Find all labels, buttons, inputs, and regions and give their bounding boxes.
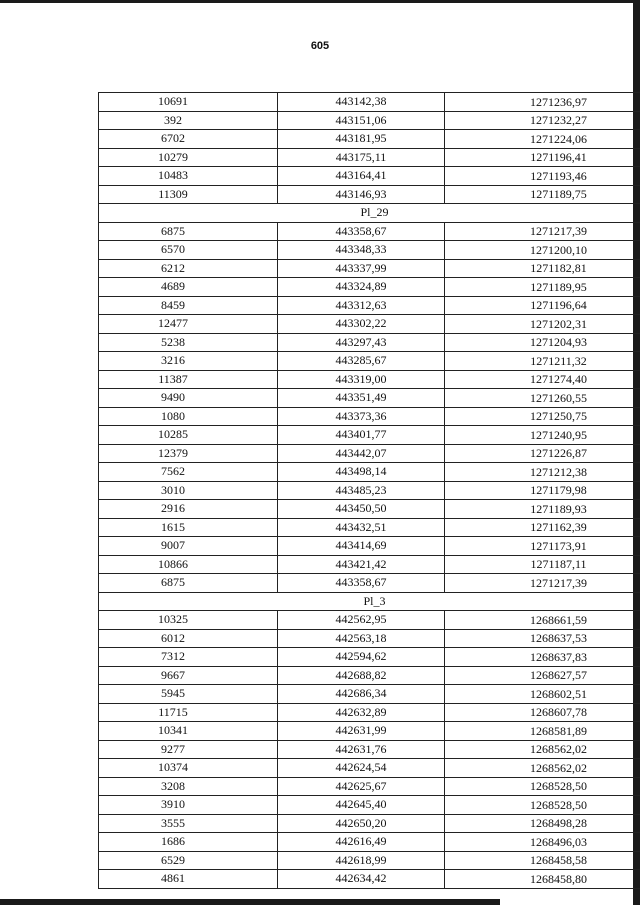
y-coordinate-cell: 1271196,41 (445, 148, 640, 167)
table-row (99, 814, 640, 833)
x-coordinate-cell: 443146,93 (278, 185, 445, 204)
x-coordinate-cell: 443319,00 (278, 370, 445, 389)
y-coordinate-cell: 1268458,80 (445, 870, 640, 889)
x-coordinate-cell: 443285,67 (278, 352, 445, 371)
x-coordinate-cell: 442631,99 (278, 722, 445, 741)
y-coordinate-cell: 1268496,03 (445, 833, 640, 852)
x-coordinate-cell: 442618,99 (278, 851, 445, 870)
point-number-cell: 10285 (99, 426, 278, 445)
x-coordinate-cell: 443450,50 (278, 500, 445, 519)
table-row (99, 222, 640, 241)
y-coordinate-cell: 1268498,28 (445, 814, 640, 833)
x-coordinate-cell: 443151,06 (278, 111, 445, 130)
x-coordinate-cell: 442632,89 (278, 703, 445, 722)
table-row (99, 130, 640, 149)
table-row (99, 444, 640, 463)
coordinates-table-body (99, 93, 640, 889)
table-row (99, 93, 640, 112)
y-coordinate-cell: 1271193,46 (445, 167, 640, 186)
table-row (99, 481, 640, 500)
y-coordinate-cell: 1268637,83 (445, 648, 640, 667)
y-coordinate-cell: 1271240,95 (445, 426, 640, 445)
coordinates-table (98, 92, 640, 889)
x-coordinate-cell: 443358,67 (278, 222, 445, 241)
y-coordinate-cell: 1271202,31 (445, 315, 640, 334)
section-header-row (99, 204, 640, 223)
table-row (99, 740, 640, 759)
x-coordinate-cell: 443337,99 (278, 259, 445, 278)
y-coordinate-cell: 1268637,53 (445, 629, 640, 648)
point-number-cell: 1686 (99, 833, 278, 852)
point-number-cell: 8459 (99, 296, 278, 315)
point-number-cell: 3010 (99, 481, 278, 500)
x-coordinate-cell: 443442,07 (278, 444, 445, 463)
point-number-cell: 12379 (99, 444, 278, 463)
point-number-cell: 6875 (99, 222, 278, 241)
x-coordinate-cell: 443181,95 (278, 130, 445, 149)
point-number-cell: 3216 (99, 352, 278, 371)
table-row (99, 870, 640, 889)
point-number-cell: 6702 (99, 130, 278, 149)
table-row (99, 648, 640, 667)
table-row (99, 629, 640, 648)
x-coordinate-cell: 443373,36 (278, 407, 445, 426)
y-coordinate-cell: 1268581,89 (445, 722, 640, 741)
y-coordinate-cell: 1271236,97 (445, 93, 640, 112)
x-coordinate-cell: 443421,42 (278, 555, 445, 574)
y-coordinate-cell: 1271187,11 (445, 555, 640, 574)
x-coordinate-cell: 443302,22 (278, 315, 445, 334)
point-number-cell: 3910 (99, 796, 278, 815)
table-row (99, 537, 640, 556)
x-coordinate-cell: 442686,34 (278, 685, 445, 704)
table-row (99, 296, 640, 315)
x-coordinate-cell: 442625,67 (278, 777, 445, 796)
section-label: Pl_3 (99, 592, 640, 611)
y-coordinate-cell: 1271217,39 (445, 574, 640, 593)
table-row (99, 148, 640, 167)
table-row (99, 426, 640, 445)
table-row (99, 666, 640, 685)
section-header-row (99, 592, 640, 611)
x-coordinate-cell: 442634,42 (278, 870, 445, 889)
point-number-cell: 11715 (99, 703, 278, 722)
point-number-cell: 6212 (99, 259, 278, 278)
point-number-cell: 10325 (99, 611, 278, 630)
table-row (99, 685, 640, 704)
y-coordinate-cell: 1268661,59 (445, 611, 640, 630)
x-coordinate-cell: 442645,40 (278, 796, 445, 815)
point-number-cell: 6012 (99, 629, 278, 648)
page-number: 605 (310, 40, 330, 52)
y-coordinate-cell: 1271212,38 (445, 463, 640, 482)
point-number-cell: 7562 (99, 463, 278, 482)
table-row (99, 111, 640, 130)
table-row (99, 352, 640, 371)
table-row (99, 463, 640, 482)
point-number-cell: 9277 (99, 740, 278, 759)
table-row (99, 389, 640, 408)
y-coordinate-cell: 1271189,93 (445, 500, 640, 519)
x-coordinate-cell: 443312,63 (278, 296, 445, 315)
y-coordinate-cell: 1271179,98 (445, 481, 640, 500)
point-number-cell: 9007 (99, 537, 278, 556)
x-coordinate-cell: 443297,43 (278, 333, 445, 352)
table-row (99, 407, 640, 426)
y-coordinate-cell: 1268528,50 (445, 796, 640, 815)
y-coordinate-cell: 1271274,40 (445, 370, 640, 389)
point-number-cell: 11309 (99, 185, 278, 204)
point-number-cell: 3555 (99, 814, 278, 833)
point-number-cell: 1615 (99, 518, 278, 537)
x-coordinate-cell: 443164,41 (278, 167, 445, 186)
y-coordinate-cell: 1268562,02 (445, 759, 640, 778)
table-row (99, 796, 640, 815)
y-coordinate-cell: 1271226,87 (445, 444, 640, 463)
x-coordinate-cell: 443351,49 (278, 389, 445, 408)
y-coordinate-cell: 1271189,75 (445, 185, 640, 204)
table-row (99, 370, 640, 389)
table-row (99, 574, 640, 593)
point-number-cell: 3208 (99, 777, 278, 796)
point-number-cell: 392 (99, 111, 278, 130)
y-coordinate-cell: 1271217,39 (445, 222, 640, 241)
x-coordinate-cell: 443348,33 (278, 241, 445, 260)
x-coordinate-cell: 443432,51 (278, 518, 445, 537)
table-row (99, 167, 640, 186)
table-row (99, 851, 640, 870)
point-number-cell: 1080 (99, 407, 278, 426)
y-coordinate-cell: 1271162,39 (445, 518, 640, 537)
table-row (99, 518, 640, 537)
table-row (99, 611, 640, 630)
table-row (99, 703, 640, 722)
point-number-cell: 10691 (99, 93, 278, 112)
x-coordinate-cell: 443324,89 (278, 278, 445, 297)
point-number-cell: 10279 (99, 148, 278, 167)
point-number-cell: 10483 (99, 167, 278, 186)
point-number-cell: 4689 (99, 278, 278, 297)
x-coordinate-cell: 443142,38 (278, 93, 445, 112)
table-row (99, 185, 640, 204)
point-number-cell: 2916 (99, 500, 278, 519)
table-row (99, 259, 640, 278)
point-number-cell: 9667 (99, 666, 278, 685)
point-number-cell: 5238 (99, 333, 278, 352)
section-label: Pl_29 (99, 204, 640, 223)
x-coordinate-cell: 442594,62 (278, 648, 445, 667)
table-row (99, 333, 640, 352)
point-number-cell: 6570 (99, 241, 278, 260)
scan-edge-top (0, 0, 640, 3)
point-number-cell: 10374 (99, 759, 278, 778)
x-coordinate-cell: 442631,76 (278, 740, 445, 759)
y-coordinate-cell: 1271260,55 (445, 389, 640, 408)
x-coordinate-cell: 442650,20 (278, 814, 445, 833)
x-coordinate-cell: 442562,95 (278, 611, 445, 630)
point-number-cell: 4861 (99, 870, 278, 889)
point-number-cell: 9490 (99, 389, 278, 408)
x-coordinate-cell: 443414,69 (278, 537, 445, 556)
y-coordinate-cell: 1268458,58 (445, 851, 640, 870)
y-coordinate-cell: 1271224,06 (445, 130, 640, 149)
y-coordinate-cell: 1271182,81 (445, 259, 640, 278)
y-coordinate-cell: 1271200,10 (445, 241, 640, 260)
table-row (99, 722, 640, 741)
point-number-cell: 7312 (99, 648, 278, 667)
x-coordinate-cell: 442688,82 (278, 666, 445, 685)
table-row (99, 241, 640, 260)
x-coordinate-cell: 443485,23 (278, 481, 445, 500)
x-coordinate-cell: 443401,77 (278, 426, 445, 445)
x-coordinate-cell: 442563,18 (278, 629, 445, 648)
scan-edge-bottom (0, 899, 500, 905)
point-number-cell: 12477 (99, 315, 278, 334)
y-coordinate-cell: 1271173,91 (445, 537, 640, 556)
y-coordinate-cell: 1268607,78 (445, 703, 640, 722)
y-coordinate-cell: 1268528,50 (445, 777, 640, 796)
point-number-cell: 6529 (99, 851, 278, 870)
y-coordinate-cell: 1271189,95 (445, 278, 640, 297)
table-row (99, 833, 640, 852)
x-coordinate-cell: 443498,14 (278, 463, 445, 482)
x-coordinate-cell: 443175,11 (278, 148, 445, 167)
y-coordinate-cell: 1268627,57 (445, 666, 640, 685)
point-number-cell: 6875 (99, 574, 278, 593)
y-coordinate-cell: 1268602,51 (445, 685, 640, 704)
point-number-cell: 10866 (99, 555, 278, 574)
point-number-cell: 10341 (99, 722, 278, 741)
table-row (99, 278, 640, 297)
table-row (99, 777, 640, 796)
y-coordinate-cell: 1271211,32 (445, 352, 640, 371)
y-coordinate-cell: 1271204,93 (445, 333, 640, 352)
x-coordinate-cell: 443358,67 (278, 574, 445, 593)
table-row (99, 315, 640, 334)
table-row (99, 759, 640, 778)
point-number-cell: 11387 (99, 370, 278, 389)
table-row (99, 500, 640, 519)
table-row (99, 555, 640, 574)
y-coordinate-cell: 1268562,02 (445, 740, 640, 759)
y-coordinate-cell: 1271232,27 (445, 111, 640, 130)
y-coordinate-cell: 1271250,75 (445, 407, 640, 426)
point-number-cell: 5945 (99, 685, 278, 704)
y-coordinate-cell: 1271196,64 (445, 296, 640, 315)
x-coordinate-cell: 442624,54 (278, 759, 445, 778)
x-coordinate-cell: 442616,49 (278, 833, 445, 852)
